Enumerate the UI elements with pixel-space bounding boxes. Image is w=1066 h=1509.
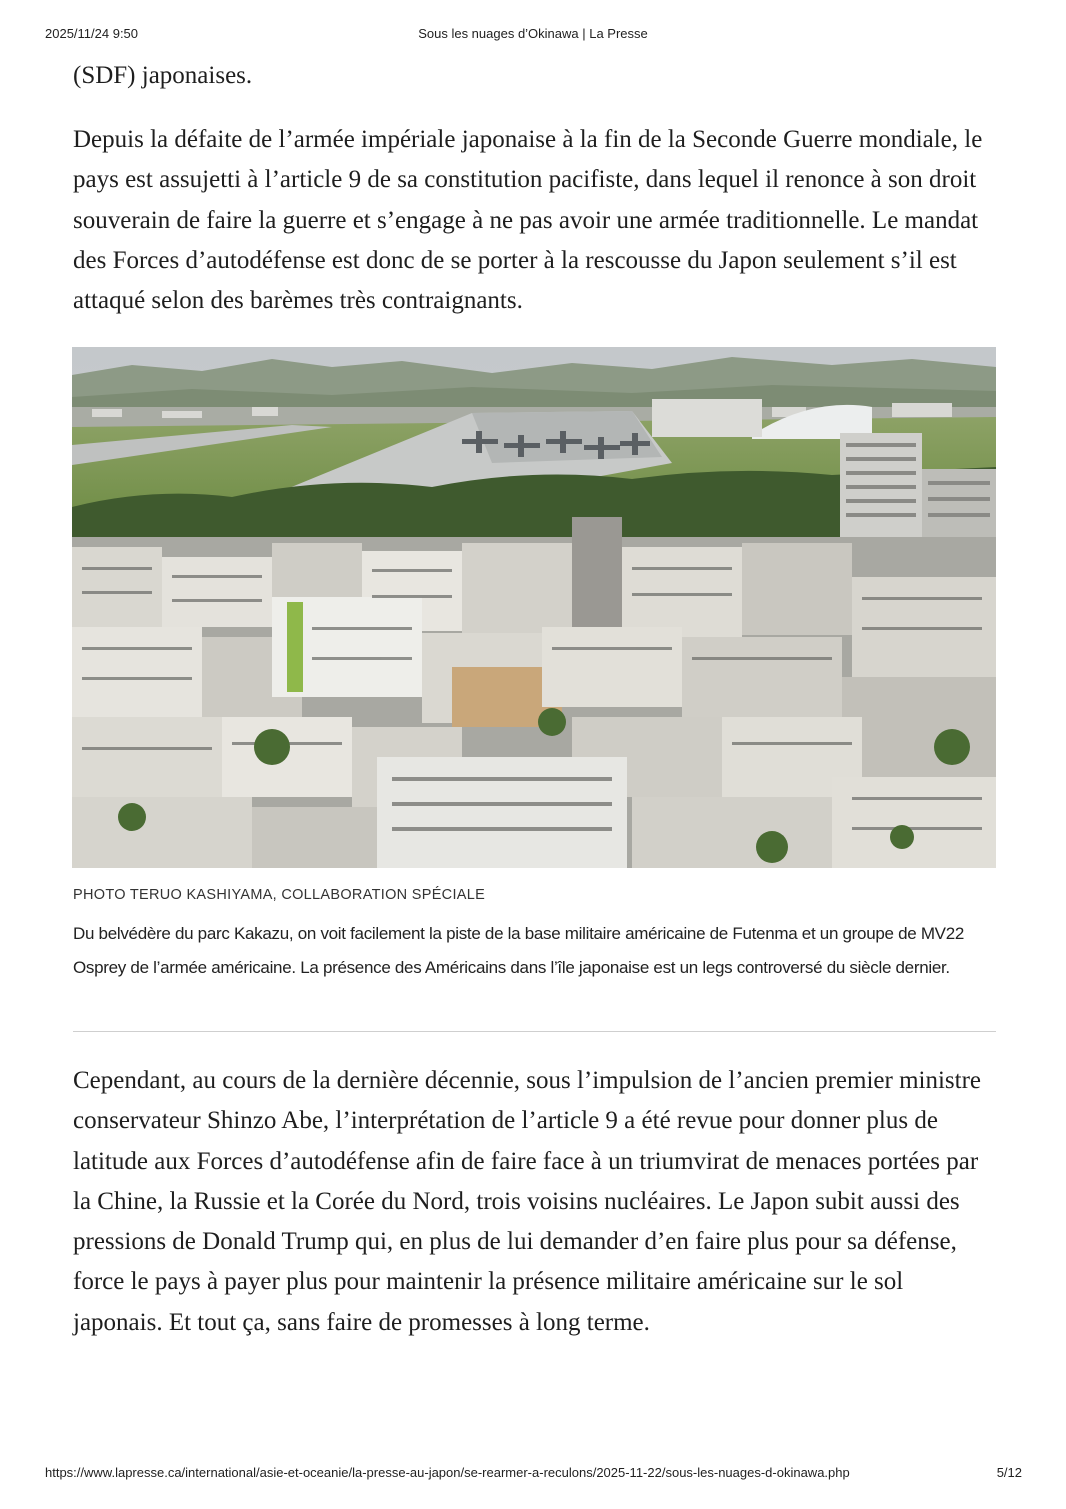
print-datetime: 2025/11/24 9:50 [45,26,139,41]
photo-futenma-base-illustration [72,347,996,868]
article-photo[interactable] [72,347,996,868]
print-footer [0,1465,1066,1483]
print-header [0,26,1066,44]
print-url[interactable]: https://www.lapresse.ca/international/asie-et-oceanie/la-presse-au-japon/se-rearmer-a-reculons/2025-11-22/sous-les-nuages-d-okinawa.php [45,1465,850,1480]
photo-credit: PHOTO TERUO KASHIYAMA, COLLABORATION SPÉCIALE [73,887,486,903]
print-page-number: 5/12 [996,1465,1022,1480]
photo-caption: Du belvédère du parc Kakazu, on voit facilement la piste de la base militaire américaine de Futenma et un groupe de MV22 Osprey de l’armée américaine. La présence des Américains dans l’île japonaise est un legs controversé du siècle dernier. [73,924,965,977]
print-page-title: Sous les nuages d’Okinawa | La Presse [418,26,648,41]
article-paragraph: Depuis la défaite de l’armée impériale japonaise à la fin de la Seconde Guerre mondiale, le pays est assujetti à l’article 9 de sa constitution pacifiste, dans lequel il renonce à son droit souverain de faire la guerre et s’engage à ne pas avoir une armée traditionnelle. Le mandat des Forces d’autodéfense est donc de se porter à la rescousse du Japon seulement s’il est attaqué selon des barèmes très contraignants. [73,126,983,315]
section-divider [73,1031,996,1032]
article-paragraph: Cependant, au cours de la dernière décennie, sous l’impulsion de l’ancien premier ministre conservateur Shinzo Abe, l’interprétation de l’article 9 a été revue pour donner plus de latitude aux Forces d’autodéfense afin de faire face à un triumvirat de menaces portées par la Chine, la Russie et la Corée du Nord, trois voisins nucléaires. Le Japon subit aussi des pressions de Donald Trump qui, en plus de lui demander d’en faire plus pour sa défense, force le pays à payer plus pour maintenir la présence militaire américaine sur le sol japonais. Et tout ça, sans faire de promesses à long terme. [73,1067,982,1336]
article-paragraph: (SDF) japonaises. [73,62,253,89]
